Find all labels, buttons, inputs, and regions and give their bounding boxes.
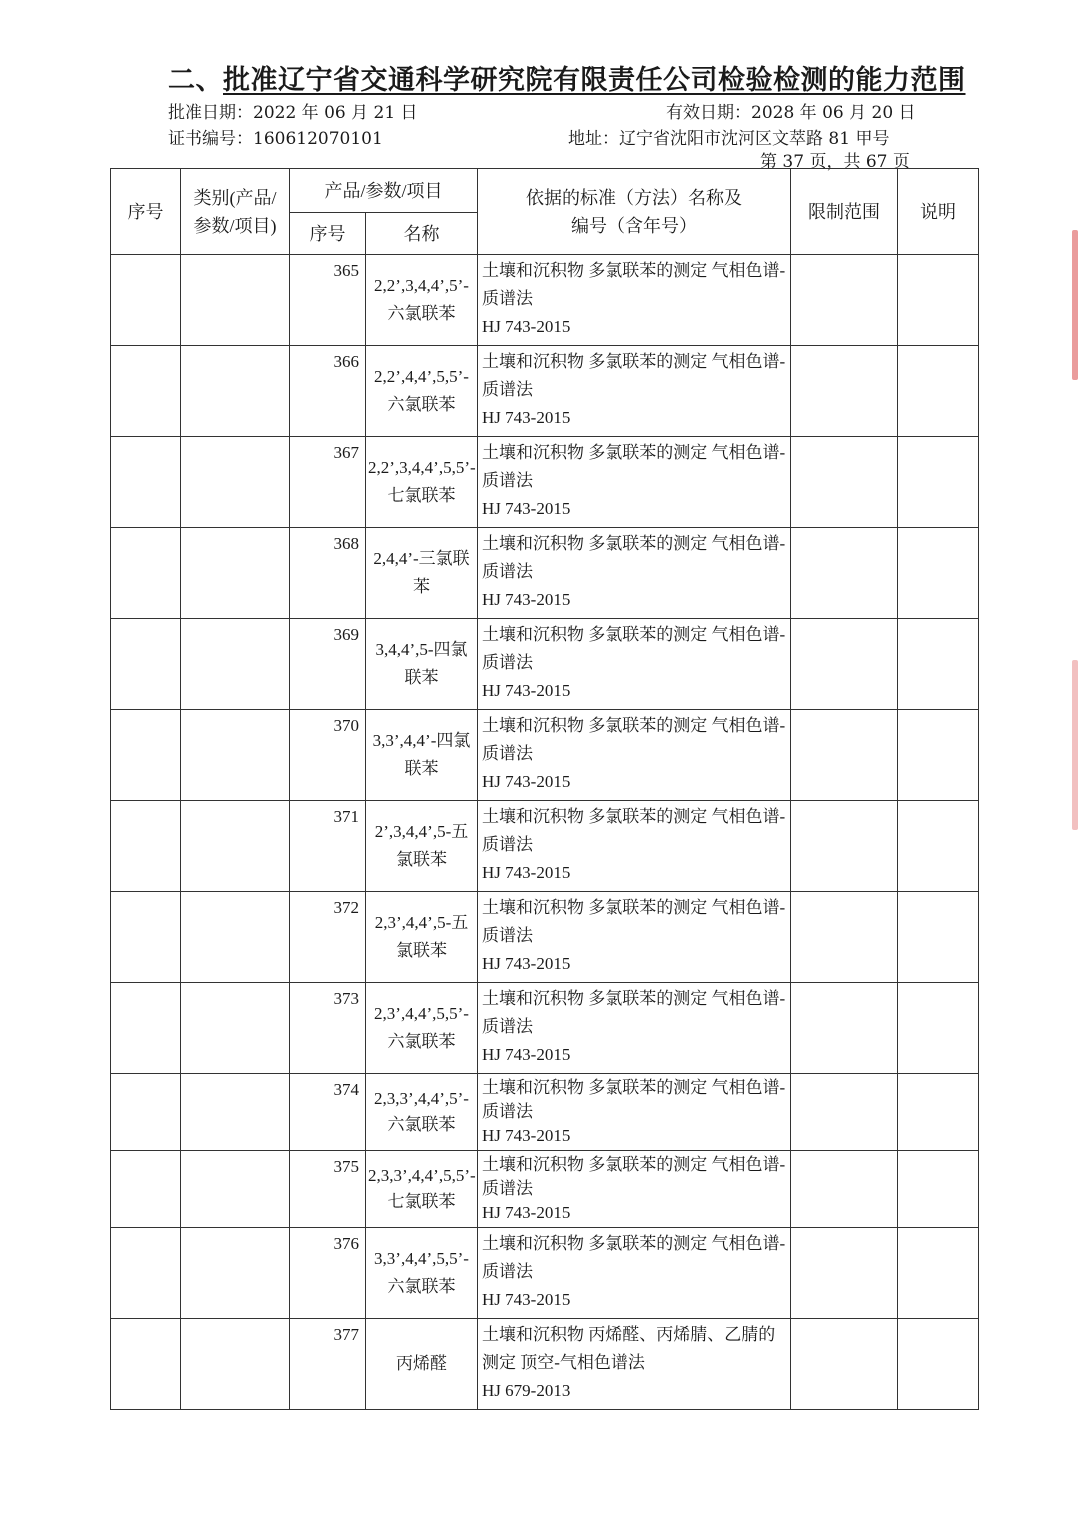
standard-name: 土壤和沉积物 多氯联苯的测定 气相色谱-质谱法: [482, 1078, 786, 1121]
header-limit: 限制范围: [791, 169, 898, 255]
table-row: [111, 619, 979, 710]
row-name: 2,3,3’,4,4’,5,5’-七氯联苯: [366, 1151, 478, 1228]
row-seq: [111, 801, 181, 892]
row-name: 2,3,3’,4,4’,5’-六氯联苯: [366, 1074, 478, 1151]
standard-code: HJ 743-2015: [482, 954, 571, 973]
header-note: 说明: [898, 169, 979, 255]
row-note: [898, 619, 979, 710]
row-sub-seq: 367: [290, 437, 366, 528]
standard-name: 土壤和沉积物 丙烯醛、丙烯腈、乙腈的测定 顶空-气相色谱法: [482, 1325, 776, 1372]
row-standard: [478, 346, 791, 437]
standard-name: 土壤和沉积物 多氯联苯的测定 气相色谱-质谱法: [482, 716, 786, 763]
row-category: [181, 255, 290, 346]
row-note: [898, 892, 979, 983]
row-note: [898, 1151, 979, 1228]
address: 地址：辽宁省沈阳市沈河区文萃路 81 甲号: [568, 129, 890, 149]
row-category: [181, 619, 290, 710]
row-sub-seq: 370: [290, 710, 366, 801]
standard-name: 土壤和沉积物 多氯联苯的测定 气相色谱-质谱法: [482, 625, 786, 672]
standard-name: 土壤和沉积物 多氯联苯的测定 气相色谱-质谱法: [482, 534, 786, 581]
row-name: 2,2’,3,4,4’,5’-六氯联苯: [366, 255, 478, 346]
standard-code: HJ 743-2015: [482, 590, 571, 609]
row-seq: [111, 983, 181, 1074]
standard-name: 土壤和沉积物 多氯联苯的测定 气相色谱-质谱法: [482, 261, 786, 308]
approval-date: 批准日期：2022 年 06 月 21 日: [168, 103, 418, 123]
row-limit: [791, 619, 898, 710]
row-name: 3,4,4’,5-四氯联苯: [366, 619, 478, 710]
row-category: [181, 801, 290, 892]
row-standard: [478, 437, 791, 528]
table-row: [111, 1319, 979, 1410]
header-seq: 序号: [111, 169, 181, 255]
row-category: [181, 346, 290, 437]
standard-code: HJ 743-2015: [482, 863, 571, 882]
row-seq: [111, 255, 181, 346]
standard-name: 土壤和沉积物 多氯联苯的测定 气相色谱-质谱法: [482, 352, 786, 399]
row-name: 3,3’,4,4’-四氯联苯: [366, 710, 478, 801]
valid-date: 有效日期：2028 年 06 月 20 日: [666, 103, 916, 123]
row-seq: [111, 1228, 181, 1319]
row-category: [181, 528, 290, 619]
row-limit: [791, 710, 898, 801]
standard-code: HJ 679-2013: [482, 1381, 571, 1400]
row-seq: [111, 1074, 181, 1151]
row-seq: [111, 710, 181, 801]
table-row: [111, 710, 979, 801]
row-name: 2’,3,4,4’,5-五氯联苯: [366, 801, 478, 892]
row-note: [898, 983, 979, 1074]
row-category: [181, 1151, 290, 1228]
row-standard: [478, 619, 791, 710]
row-note: [898, 1228, 979, 1319]
page-info: 第 37 页，共 67 页: [760, 152, 910, 172]
table-row: [111, 255, 979, 346]
row-limit: [791, 892, 898, 983]
row-name: 2,2’,4,4’,5,5’-六氯联苯: [366, 346, 478, 437]
standard-code: HJ 743-2015: [482, 772, 571, 791]
row-limit: [791, 346, 898, 437]
row-sub-seq: 369: [290, 619, 366, 710]
table-row: [111, 983, 979, 1074]
row-note: [898, 1319, 979, 1410]
title-prefix: 二、: [168, 65, 223, 96]
standard-name: 土壤和沉积物 多氯联苯的测定 气相色谱-质谱法: [482, 1234, 786, 1281]
header-sub-seq: 序号: [290, 213, 366, 255]
row-sub-seq: 371: [290, 801, 366, 892]
row-name: 2,3’,4,4’,5-五氯联苯: [366, 892, 478, 983]
title-text: 批准辽宁省交通科学研究院有限责任公司检验检测的能力范围: [223, 65, 966, 96]
header-standard: 依据的标准（方法）名称及编号（含年号）: [478, 169, 791, 255]
row-category: [181, 892, 290, 983]
header-product-group: 产品/参数/项目: [290, 169, 478, 213]
row-seq: [111, 1151, 181, 1228]
row-sub-seq: 377: [290, 1319, 366, 1410]
row-limit: [791, 1074, 898, 1151]
header-sub-name: 名称: [366, 213, 478, 255]
row-seq: [111, 619, 181, 710]
table-row: [111, 1151, 979, 1228]
row-name: 丙烯醛: [366, 1319, 478, 1410]
row-standard: [478, 1074, 791, 1151]
row-limit: [791, 1228, 898, 1319]
row-sub-seq: 368: [290, 528, 366, 619]
table-row: [111, 1074, 979, 1151]
row-seq: [111, 437, 181, 528]
row-sub-seq: 376: [290, 1228, 366, 1319]
table-row: [111, 528, 979, 619]
row-standard: [478, 255, 791, 346]
row-sub-seq: 366: [290, 346, 366, 437]
seal-edge-mark: [1072, 230, 1078, 380]
row-limit: [791, 437, 898, 528]
standard-code: HJ 743-2015: [482, 499, 571, 518]
row-category: [181, 983, 290, 1074]
row-note: [898, 346, 979, 437]
row-sub-seq: 372: [290, 892, 366, 983]
row-seq: [111, 892, 181, 983]
standard-code: HJ 743-2015: [482, 1045, 571, 1064]
row-category: [181, 1074, 290, 1151]
row-limit: [791, 1151, 898, 1228]
row-limit: [791, 255, 898, 346]
row-standard: [478, 801, 791, 892]
row-standard: [478, 528, 791, 619]
standard-code: HJ 743-2015: [482, 317, 571, 336]
standard-name: 土壤和沉积物 多氯联苯的测定 气相色谱-质谱法: [482, 898, 786, 945]
standard-code: HJ 743-2015: [482, 1203, 571, 1222]
standard-code: HJ 743-2015: [482, 681, 571, 700]
table-row: [111, 892, 979, 983]
standard-name: 土壤和沉积物 多氯联苯的测定 气相色谱-质谱法: [482, 443, 786, 490]
row-standard: [478, 1151, 791, 1228]
row-note: [898, 255, 979, 346]
row-seq: [111, 1319, 181, 1410]
header-category: 类别(产品/参数/项目): [181, 169, 290, 255]
certificate-number: 证书编号：160612070101: [168, 129, 383, 149]
seal-edge-mark: [1072, 660, 1078, 830]
row-limit: [791, 801, 898, 892]
row-name: 2,2’,3,4,4’,5,5’-七氯联苯: [366, 437, 478, 528]
row-category: [181, 1319, 290, 1410]
row-name: 2,4,4’-三氯联苯: [366, 528, 478, 619]
row-standard: [478, 1319, 791, 1410]
row-note: [898, 1074, 979, 1151]
standard-code: HJ 743-2015: [482, 1126, 571, 1145]
standard-name: 土壤和沉积物 多氯联苯的测定 气相色谱-质谱法: [482, 1155, 786, 1198]
row-sub-seq: 374: [290, 1074, 366, 1151]
standard-name: 土壤和沉积物 多氯联苯的测定 气相色谱-质谱法: [482, 989, 786, 1036]
page-title: [168, 58, 966, 97]
row-category: [181, 710, 290, 801]
row-category: [181, 1228, 290, 1319]
row-standard: [478, 892, 791, 983]
standard-code: HJ 743-2015: [482, 1290, 571, 1309]
row-note: [898, 437, 979, 528]
row-standard: [478, 983, 791, 1074]
row-name: 2,3’,4,4’,5,5’-六氯联苯: [366, 983, 478, 1074]
table-row: [111, 1228, 979, 1319]
row-seq: [111, 528, 181, 619]
standard-name: 土壤和沉积物 多氯联苯的测定 气相色谱-质谱法: [482, 807, 786, 854]
standard-code: HJ 743-2015: [482, 408, 571, 427]
row-note: [898, 528, 979, 619]
row-note: [898, 710, 979, 801]
table-row: [111, 437, 979, 528]
row-name: 3,3’,4,4’,5,5’-六氯联苯: [366, 1228, 478, 1319]
row-sub-seq: 375: [290, 1151, 366, 1228]
row-standard: [478, 710, 791, 801]
row-limit: [791, 983, 898, 1074]
row-sub-seq: 373: [290, 983, 366, 1074]
table-row: [111, 346, 979, 437]
row-limit: [791, 528, 898, 619]
row-seq: [111, 346, 181, 437]
table-row: [111, 801, 979, 892]
row-standard: [478, 1228, 791, 1319]
row-note: [898, 801, 979, 892]
row-sub-seq: 365: [290, 255, 366, 346]
row-category: [181, 437, 290, 528]
capability-scope-table: [110, 168, 979, 1410]
row-limit: [791, 1319, 898, 1410]
